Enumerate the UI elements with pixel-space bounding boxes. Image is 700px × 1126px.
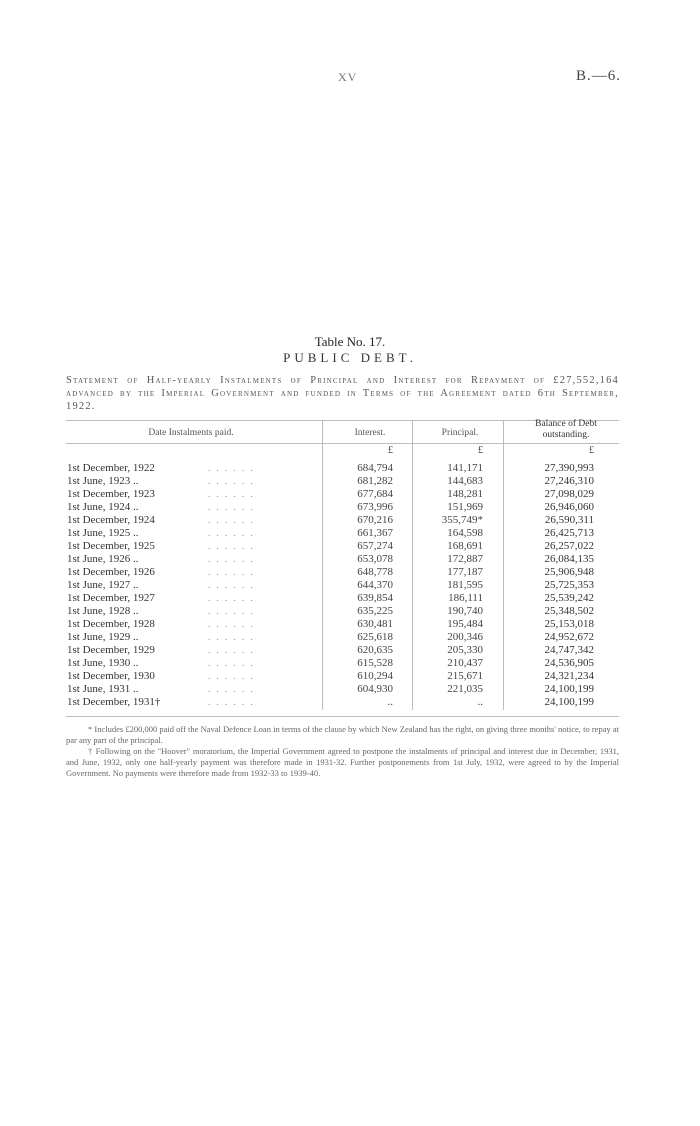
leader-dots: . . . . . .	[208, 619, 255, 629]
row-date: 1st June, 1929 ..	[67, 631, 139, 643]
header-bottom-rule	[66, 443, 619, 444]
column-header-balance	[510, 419, 622, 441]
row-date: 1st December, 1927	[67, 592, 155, 604]
row-principal: 355,749*	[441, 514, 483, 526]
leader-dots: . . . . . .	[208, 476, 255, 486]
column-header-interest: Interest.	[354, 428, 386, 438]
leader-dots: . . . . . .	[208, 606, 255, 616]
row-principal: 210,437	[447, 657, 483, 669]
row-principal: 195,484	[447, 618, 483, 630]
table-title: PUBLIC DEBT.	[283, 350, 417, 365]
table-row	[0, 670, 700, 683]
column-header-principal: Principal.	[441, 428, 479, 438]
row-balance: 25,725,353	[544, 579, 594, 591]
table-bottom-rule	[66, 716, 619, 717]
row-interest: 635,225	[357, 605, 393, 617]
table-row	[0, 618, 700, 631]
row-balance: 26,590,311	[544, 514, 594, 526]
row-interest: 644,370	[357, 579, 393, 591]
footnote-dagger: † Following on the "Hoover" moratorium, the Imperial Government agreed to postpone the instalments of principal and interest due in December, 1931, and June, 1932, only one half-yearly payment was therefore made in 1931-32. Further postponements from 1st July, 1932, were agreed to by the Imperial Government. No payments were therefore made from 1932-33 to 1939-40.	[66, 746, 619, 778]
table-statement: Statement of Half-yearly Instalments of Principal and Interest for Repayment of £27,552,164 advanced by the Imperial Government and funded in Terms of the Agreement dated 6th September, 1922.	[66, 375, 619, 412]
row-interest: 670,216	[357, 514, 393, 526]
row-principal: ..	[477, 696, 483, 708]
row-balance: 25,348,502	[544, 605, 594, 617]
row-balance: 26,425,713	[544, 527, 594, 539]
row-date: 1st December, 1925	[67, 540, 155, 552]
row-principal: 151,969	[447, 501, 483, 513]
table-row	[0, 501, 700, 514]
row-date: 1st June, 1926 ..	[67, 553, 139, 565]
row-interest: 657,274	[357, 540, 393, 552]
row-date: 1st December, 1929	[67, 644, 155, 656]
row-date: 1st June, 1930 ..	[67, 657, 139, 669]
row-balance: 26,084,135	[544, 553, 594, 565]
row-date: 1st June, 1928 ..	[67, 605, 139, 617]
row-date: 1st December, 1930	[67, 670, 155, 682]
leader-dots: . . . . . .	[208, 671, 255, 681]
table-row	[0, 540, 700, 553]
leader-dots: . . . . . .	[208, 502, 255, 512]
row-interest: 630,481	[357, 618, 393, 630]
table-row	[0, 579, 700, 592]
row-principal: 168,691	[447, 540, 483, 552]
leader-dots: . . . . . .	[208, 567, 255, 577]
row-interest: 661,367	[357, 527, 393, 539]
row-balance: 26,257,022	[544, 540, 594, 552]
row-interest: 684,794	[357, 462, 393, 474]
row-balance: 25,539,242	[544, 592, 594, 604]
footnotes	[66, 724, 619, 779]
row-interest: 639,854	[357, 592, 393, 604]
table-row	[0, 631, 700, 644]
row-balance: 25,906,948	[544, 566, 594, 578]
column-header-balance-line1: Balance of Debt	[535, 419, 597, 429]
table-row	[0, 644, 700, 657]
leader-dots: . . . . . .	[208, 580, 255, 590]
row-principal: 144,683	[447, 475, 483, 487]
table-row	[0, 657, 700, 670]
row-balance: 24,952,672	[544, 631, 594, 643]
table-row	[0, 605, 700, 618]
leader-dots: . . . . . .	[208, 528, 255, 538]
row-principal: 164,598	[447, 527, 483, 539]
leader-dots: . . . . . .	[208, 554, 255, 564]
leader-dots: . . . . . .	[208, 515, 255, 525]
document-reference: B.—6.	[576, 68, 622, 84]
row-principal: 148,281	[447, 488, 483, 500]
leader-dots: . . . . . .	[208, 645, 255, 655]
row-balance: 27,098,029	[544, 488, 594, 500]
row-balance: 27,390,993	[544, 462, 594, 474]
interest-unit: £	[388, 445, 393, 456]
row-interest: 653,078	[357, 553, 393, 565]
row-date: 1st June, 1925 ..	[67, 527, 139, 539]
table-row	[0, 592, 700, 605]
row-date: 1st June, 1927 ..	[67, 579, 139, 591]
leader-dots: . . . . . .	[208, 697, 255, 707]
row-interest: 610,294	[357, 670, 393, 682]
table-row	[0, 462, 700, 475]
leader-dots: . . . . . .	[208, 489, 255, 499]
row-interest: 673,996	[357, 501, 393, 513]
row-interest: 604,930	[357, 683, 393, 695]
row-date: 1st December, 1926	[67, 566, 155, 578]
column-header-balance-line2: outstanding.	[542, 430, 590, 440]
leader-dots: . . . . . .	[208, 684, 255, 694]
row-principal: 186,111	[448, 592, 483, 604]
page-number: XV	[338, 70, 358, 84]
row-balance: 24,321,234	[544, 670, 594, 682]
row-balance: 24,747,342	[544, 644, 594, 656]
row-interest: 648,778	[357, 566, 393, 578]
row-date: 1st June, 1923 ..	[67, 475, 139, 487]
row-interest: 625,618	[357, 631, 393, 643]
row-interest: 677,684	[357, 488, 393, 500]
row-principal: 205,330	[447, 644, 483, 656]
leader-dots: . . . . . .	[208, 463, 255, 473]
row-principal: 172,887	[447, 553, 483, 565]
row-interest: 615,528	[357, 657, 393, 669]
principal-unit: £	[478, 445, 483, 456]
leader-dots: . . . . . .	[208, 541, 255, 551]
table-row	[0, 475, 700, 488]
row-principal: 181,595	[447, 579, 483, 591]
balance-unit: £	[589, 445, 594, 456]
table-row	[0, 527, 700, 540]
row-principal: 190,740	[447, 605, 483, 617]
row-principal: 200,346	[447, 631, 483, 643]
row-date: 1st December, 1931†	[67, 696, 161, 708]
row-principal: 221,035	[447, 683, 483, 695]
row-principal: 177,187	[447, 566, 483, 578]
row-balance: 24,536,905	[544, 657, 594, 669]
table-row	[0, 696, 700, 709]
row-balance: 25,153,018	[544, 618, 594, 630]
column-header-date: Date Instalments paid.	[148, 428, 234, 438]
row-balance: 24,100,199	[544, 696, 594, 708]
row-date: 1st December, 1922	[67, 462, 155, 474]
row-balance: 24,100,199	[544, 683, 594, 695]
row-balance: 27,246,310	[544, 475, 594, 487]
table-row	[0, 514, 700, 527]
row-principal: 215,671	[447, 670, 483, 682]
row-principal: 141,171	[447, 462, 483, 474]
row-balance: 26,946,060	[544, 501, 594, 513]
table-number: Table No. 17.	[314, 334, 386, 349]
row-interest: 681,282	[357, 475, 393, 487]
leader-dots: . . . . . .	[208, 658, 255, 668]
row-date: 1st December, 1928	[67, 618, 155, 630]
row-date: 1st June, 1931 ..	[67, 683, 139, 695]
footnote-star: * Includes £200,000 paid off the Naval Defence Loan in terms of the clause by which New Zealand has the right, on giving three months' notice, to repay at par any part of the principal.	[66, 724, 619, 745]
row-date: 1st December, 1923	[67, 488, 155, 500]
leader-dots: . . . . . .	[208, 593, 255, 603]
table-row	[0, 488, 700, 501]
table-row	[0, 683, 700, 696]
table-row	[0, 566, 700, 579]
row-interest: 620,635	[357, 644, 393, 656]
row-date: 1st June, 1924 ..	[67, 501, 139, 513]
table-row	[0, 553, 700, 566]
row-date: 1st December, 1924	[67, 514, 155, 526]
leader-dots: . . . . . .	[208, 632, 255, 642]
row-interest: ..	[387, 696, 393, 708]
